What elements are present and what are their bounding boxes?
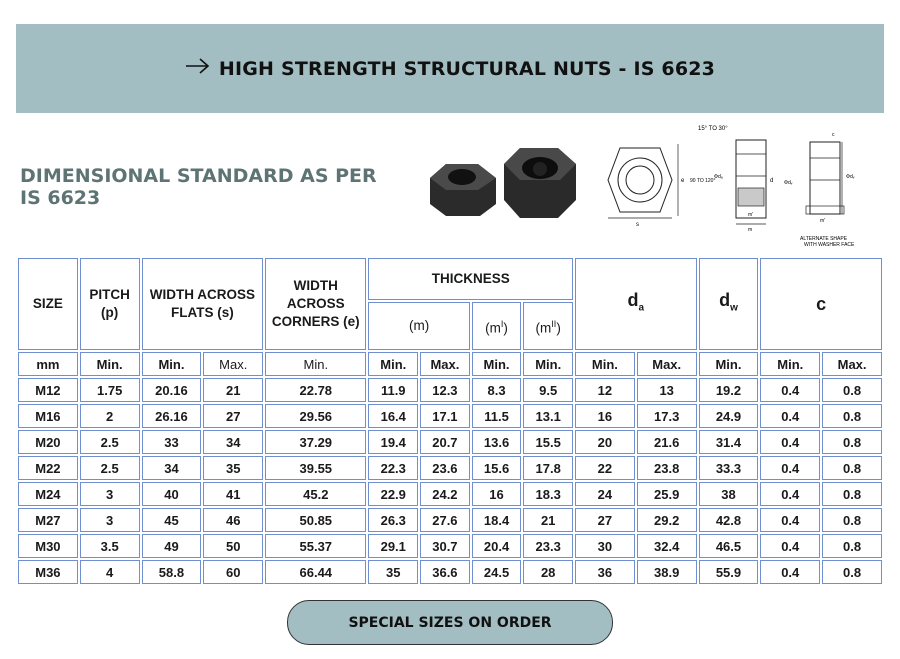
table-cell: 3.5 — [80, 534, 140, 558]
table-cell: 15.5 — [523, 430, 573, 454]
header-c: c — [760, 258, 882, 350]
table-cell: 36.6 — [420, 560, 470, 584]
table-cell: 11.9 — [368, 378, 418, 402]
table-cell: 22 — [575, 456, 635, 480]
table-row — [18, 482, 882, 506]
special-sizes-button[interactable]: SPECIAL SIZES ON ORDER — [287, 600, 613, 645]
table-row — [18, 378, 882, 402]
table-cell: 24 — [575, 482, 635, 506]
table-cell: 0.4 — [760, 482, 820, 506]
svg-text:c: c — [832, 132, 835, 138]
table-cell: 38.9 — [637, 560, 697, 584]
table-cell: 18.4 — [472, 508, 522, 532]
table-cell: 0.4 — [760, 534, 820, 558]
table-row — [18, 456, 882, 480]
table-cell: 21 — [523, 508, 573, 532]
table-cell: 24.5 — [472, 560, 522, 584]
table-cell: 12 — [575, 378, 635, 402]
svg-text:m: m — [748, 227, 753, 233]
table-cell: M36 — [18, 560, 78, 584]
table-cell: 33.3 — [699, 456, 759, 480]
table-cell: 0.4 — [760, 456, 820, 480]
table-cell: 20.4 — [472, 534, 522, 558]
table-cell: 21 — [203, 378, 263, 402]
table-cell: 35 — [368, 560, 418, 584]
svg-text:15° TO 30°: 15° TO 30° — [698, 126, 728, 132]
table-cell: 0.4 — [760, 430, 820, 454]
table-cell: 13.1 — [523, 404, 573, 428]
header-dw: $d_w$ — [699, 258, 759, 350]
table-cell: 29.2 — [637, 508, 697, 532]
table-cell: 24.9 — [699, 404, 759, 428]
header-m2: $(m^{II})$ — [523, 302, 573, 350]
table-cell: 19.4 — [368, 430, 418, 454]
table-cell: 8.3 — [472, 378, 522, 402]
table-row — [18, 430, 882, 454]
header-m1: $(m^I)$ — [472, 302, 522, 350]
table-cell: 0.8 — [822, 404, 882, 428]
table-cell: M12 — [18, 378, 78, 402]
table-cell: 27 — [203, 404, 263, 428]
header-pitch: PITCH (p) — [80, 258, 140, 350]
arrow-right-icon — [185, 57, 211, 80]
header-thickness: THICKNESS — [368, 258, 573, 300]
table-cell: 66.44 — [265, 560, 366, 584]
table-cell: 26.3 — [368, 508, 418, 532]
table-cell: 0.8 — [822, 430, 882, 454]
title-banner — [16, 24, 884, 113]
table-cell: 22.78 — [265, 378, 366, 402]
table-cell: 29.1 — [368, 534, 418, 558]
table-cell: M22 — [18, 456, 78, 480]
table-cell: M16 — [18, 404, 78, 428]
table-cell: 23.3 — [523, 534, 573, 558]
table-cell: 16 — [575, 404, 635, 428]
table-cell: 13 — [637, 378, 697, 402]
table-cell: 0.4 — [760, 560, 820, 584]
table-cell: 16 — [472, 482, 522, 506]
svg-text:WITH WASHER FACE: WITH WASHER FACE — [804, 242, 855, 248]
header-width-across-corners: WIDTH ACROSS CORNERS (e) — [265, 258, 366, 350]
table-cell: 50.85 — [265, 508, 366, 532]
table-cell: 12.3 — [420, 378, 470, 402]
table-cell: 17.8 — [523, 456, 573, 480]
table-cell: 9.5 — [523, 378, 573, 402]
table-cell: 32.4 — [637, 534, 697, 558]
table-cell: M24 — [18, 482, 78, 506]
table-cell: 39.55 — [265, 456, 366, 480]
svg-text:s: s — [636, 222, 639, 228]
table-cell: 23.6 — [420, 456, 470, 480]
table-cell: 19.2 — [699, 378, 759, 402]
svg-text:Φdᵥ: Φdᵥ — [784, 180, 793, 186]
table-cell: 20 — [575, 430, 635, 454]
svg-text:90 TO 120°: 90 TO 120° — [690, 178, 716, 184]
table-cell: 26.16 — [142, 404, 202, 428]
table-cell: 30.7 — [420, 534, 470, 558]
technical-drawing — [598, 118, 878, 252]
table-cell: 45 — [142, 508, 202, 532]
table-cell: 34 — [203, 430, 263, 454]
table-cell: 33 — [142, 430, 202, 454]
table-cell: 38 — [699, 482, 759, 506]
table-cell: M30 — [18, 534, 78, 558]
table-cell: 22.9 — [368, 482, 418, 506]
table-row — [18, 508, 882, 532]
table-cell: 20.16 — [142, 378, 202, 402]
svg-text:Φdᵥ: Φdᵥ — [846, 174, 855, 180]
table-cell: 0.4 — [760, 404, 820, 428]
table-cell: 55.9 — [699, 560, 759, 584]
table-cell: 0.4 — [760, 508, 820, 532]
table-cell: 29.56 — [265, 404, 366, 428]
table-cell: 0.8 — [822, 508, 882, 532]
table-cell: 22.3 — [368, 456, 418, 480]
page-title: HIGH STRENGTH STRUCTURAL NUTS - IS 6623 — [218, 57, 716, 80]
header-width-across-flats: WIDTH ACROSS FLATS (s) — [142, 258, 264, 350]
table-cell: 2 — [80, 404, 140, 428]
table-cell: 60 — [203, 560, 263, 584]
table-cell: 42.8 — [699, 508, 759, 532]
table-cell: 0.8 — [822, 534, 882, 558]
table-cell: 3 — [80, 482, 140, 506]
table-cell: 2.5 — [80, 430, 140, 454]
svg-text:m': m' — [820, 218, 826, 224]
table-cell: 3 — [80, 508, 140, 532]
header-da: $d_a$ — [575, 258, 697, 350]
table-cell: 16.4 — [368, 404, 418, 428]
table-cell: 0.8 — [822, 456, 882, 480]
table-cell: 46 — [203, 508, 263, 532]
table-cell: 17.3 — [637, 404, 697, 428]
table-cell: 37.29 — [265, 430, 366, 454]
table-row — [18, 404, 882, 428]
header-m: (m) — [368, 302, 469, 350]
table-cell: 41 — [203, 482, 263, 506]
table-cell: 0.8 — [822, 560, 882, 584]
svg-text:d: d — [770, 178, 774, 184]
table-cell: 24.2 — [420, 482, 470, 506]
standard-subtitle: DIMENSIONAL STANDARD AS PER IS 6623 — [20, 165, 377, 209]
table-row — [18, 534, 882, 558]
dimension-table — [16, 256, 884, 586]
table-cell: M20 — [18, 430, 78, 454]
table-cell: 58.8 — [142, 560, 202, 584]
table-cell: 46.5 — [699, 534, 759, 558]
table-cell: 0.4 — [760, 378, 820, 402]
table-cell: 11.5 — [472, 404, 522, 428]
table-row — [18, 560, 882, 584]
table-cell: 27.6 — [420, 508, 470, 532]
svg-text:Φdₐ: Φdₐ — [714, 174, 723, 180]
table-cell: 23.8 — [637, 456, 697, 480]
table-cell: 31.4 — [699, 430, 759, 454]
table-cell: 25.9 — [637, 482, 697, 506]
table-cell: 17.1 — [420, 404, 470, 428]
nut-photo — [420, 140, 580, 230]
header-size: SIZE — [18, 258, 78, 350]
table-cell: 13.6 — [472, 430, 522, 454]
table-cell: 55.37 — [265, 534, 366, 558]
svg-text:e: e — [681, 178, 685, 184]
table-cell: 49 — [142, 534, 202, 558]
table-cell: 0.8 — [822, 378, 882, 402]
table-cell: 1.75 — [80, 378, 140, 402]
table-cell: 0.8 — [822, 482, 882, 506]
table-cell: 2.5 — [80, 456, 140, 480]
table-cell: 27 — [575, 508, 635, 532]
table-cell: 21.6 — [637, 430, 697, 454]
units-row: mm Min. Min. Max. Min. Min. Max. Min. Min. Min. Max. Min. Min. Max. — [18, 352, 882, 376]
table-cell: 45.2 — [265, 482, 366, 506]
table-cell: 34 — [142, 456, 202, 480]
table-cell: 50 — [203, 534, 263, 558]
table-cell: 36 — [575, 560, 635, 584]
table-cell: M27 — [18, 508, 78, 532]
table-cell: 40 — [142, 482, 202, 506]
table-cell: 30 — [575, 534, 635, 558]
table-cell: 18.3 — [523, 482, 573, 506]
table-cell: 4 — [80, 560, 140, 584]
table-cell: 35 — [203, 456, 263, 480]
table-cell: 20.7 — [420, 430, 470, 454]
table-cell: 15.6 — [472, 456, 522, 480]
svg-text:m': m' — [748, 212, 754, 218]
svg-text:ALTERNATE SHAPE: ALTERNATE SHAPE — [800, 236, 848, 242]
table-cell: 28 — [523, 560, 573, 584]
